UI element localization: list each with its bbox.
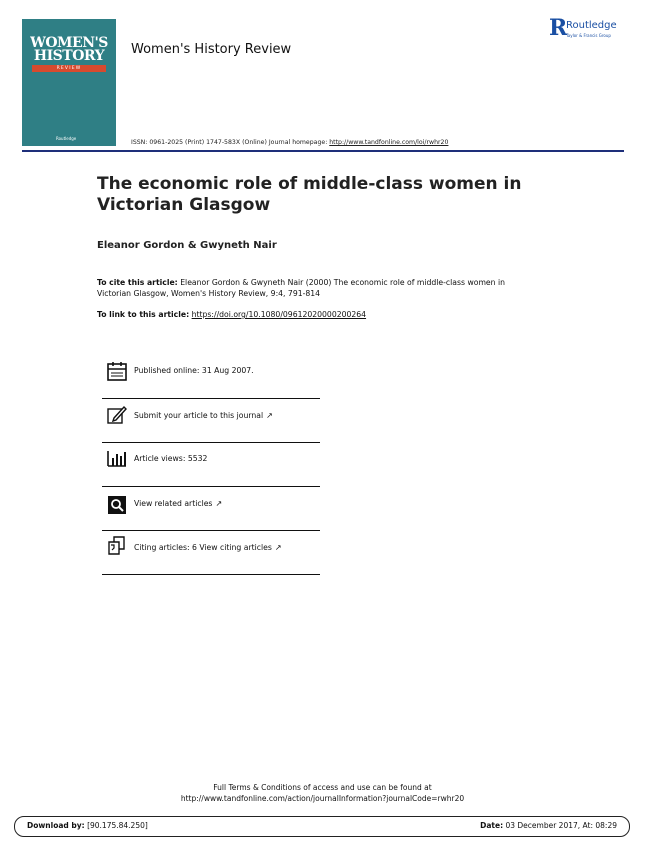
- issn-text: ISSN: 0961-2025 (Print) 1747-583X (Online) Journal homepage:: [131, 139, 328, 146]
- download-label: Download by:: [27, 821, 85, 830]
- link-label: To link to this article:: [97, 310, 190, 319]
- download-date: 03 December 2017, At: 08:29: [505, 821, 617, 830]
- download-bar: [14, 816, 630, 837]
- submit-article-row[interactable]: [102, 398, 320, 443]
- terms-footer: [0, 782, 645, 804]
- terms-url[interactable]: http://www.tandfonline.com/action/journalInformation?journalCode=rwhr20: [180, 794, 465, 803]
- external-link-icon: ↗: [215, 499, 223, 508]
- article-views: Article views: 5532: [134, 454, 208, 463]
- download-date-info: [480, 821, 617, 830]
- cover-band: REVIEW: [32, 65, 106, 72]
- header-rule: [22, 150, 624, 152]
- submit-article-label: Submit your article to this journal: [134, 411, 264, 420]
- calendar-icon: [106, 360, 128, 382]
- citation: [97, 277, 537, 299]
- search-icon: [106, 494, 128, 516]
- external-link-icon: ↗: [266, 411, 273, 420]
- cite-label: To cite this article:: [97, 278, 178, 287]
- issn-line: [131, 139, 448, 146]
- doi-link[interactable]: https://doi.org/10.1080/09612020000200264: [191, 310, 367, 319]
- download-info: [27, 821, 148, 830]
- article-authors: Eleanor Gordon & Gwyneth Nair: [97, 240, 277, 251]
- published-info: [102, 354, 320, 399]
- citing-articles-link[interactable]: [134, 543, 282, 552]
- journal-cover: [22, 19, 116, 146]
- pencil-icon: [106, 404, 128, 426]
- journal-homepage-link[interactable]: http://www.tandfonline.com/loi/rwhr20: [329, 139, 449, 146]
- article-views-row: [102, 442, 320, 487]
- citing-articles-label: Citing articles: 6 View citing articles: [134, 543, 272, 552]
- published-date: Published online: 31 Aug 2007.: [134, 366, 254, 375]
- routledge-sub: Taylor & Francis Group: [566, 33, 611, 38]
- cover-title-line1: WOMEN'S: [30, 35, 108, 51]
- external-link-icon: ↗: [274, 543, 282, 552]
- cover-title-line2: HISTORY: [33, 48, 105, 64]
- article-link: [97, 310, 366, 319]
- related-articles-row[interactable]: [102, 486, 320, 531]
- bar-chart-icon: [106, 447, 128, 469]
- routledge-name: Routledge: [566, 20, 617, 31]
- cite-text: Eleanor Gordon & Gwyneth Nair (2000) The economic role of middle-class women in Victorian Glasgow, Women's History Review, 9:4, 791-814: [97, 278, 505, 298]
- citing-articles-row[interactable]: [102, 530, 320, 575]
- journal-title: Women's History Review: [131, 42, 292, 57]
- routledge-r-icon: R: [549, 15, 568, 41]
- download-ip: [90.175.84.250]: [87, 821, 148, 830]
- date-label: Date:: [480, 821, 504, 830]
- article-title: The economic role of middle-class women in Victorian Glasgow: [97, 174, 522, 215]
- citing-icon: [106, 535, 128, 557]
- terms-line: Full Terms & Conditions of access and use can be found at: [213, 783, 432, 792]
- submit-article-link[interactable]: [134, 411, 273, 420]
- cover-publisher: Routledge: [56, 136, 77, 141]
- related-articles-label: View related articles: [134, 499, 213, 508]
- related-articles-link[interactable]: [134, 499, 222, 508]
- routledge-logo: [549, 15, 629, 41]
